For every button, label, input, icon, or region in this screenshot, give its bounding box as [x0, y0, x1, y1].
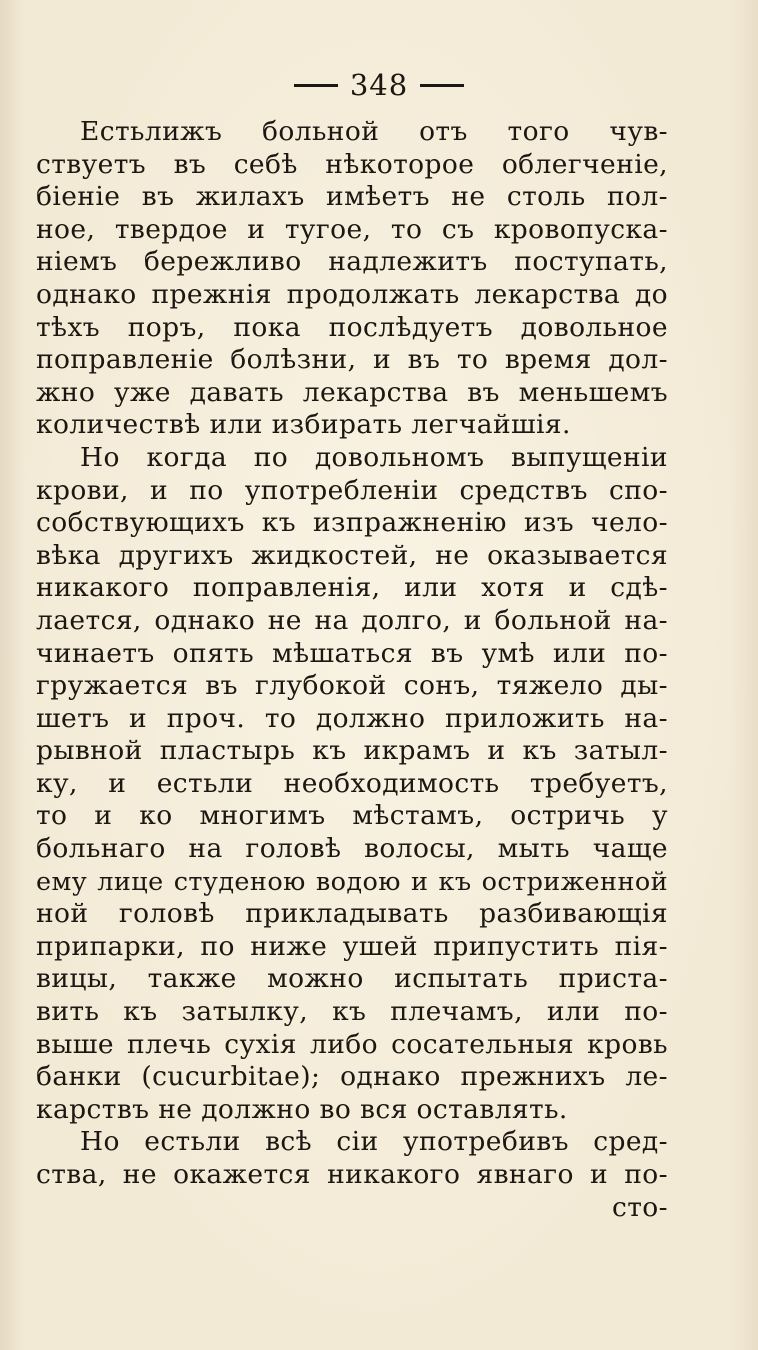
text-line: лается, однако не на долго, и больной на- [36, 604, 668, 636]
header-dash-right [420, 84, 464, 87]
catchword: сто- [611, 1191, 668, 1223]
text-line: ства, не окажется никакого явнаго и по- [36, 1159, 668, 1190]
page-number: 348 [349, 68, 409, 102]
text-line: выше плечь сухія либо сосательныя кровь [36, 1028, 668, 1060]
text-line: никакого поправленія, или хотя и сдѣ- [36, 572, 668, 604]
text-line: чинаетъ опять мѣшаться въ умѣ или по- [36, 637, 668, 669]
text-line: рывной пластырь къ икрамъ и къ затыл- [36, 735, 668, 767]
text-line: тѣхъ поръ, пока послѣдуетъ довольное [36, 311, 668, 343]
text-line: припарки, по ниже ушей припустить пія- [36, 930, 668, 962]
text-line: ему лице студеною водою и къ остриженной [36, 866, 668, 897]
text-line: ствуетъ въ себѣ нѣкоторое облегченіе, [36, 148, 668, 180]
text-line: крови, и по употребленіи средствъ спо- [36, 474, 668, 506]
text-line: поправленіе болѣзни, и въ то время дол- [36, 344, 668, 376]
text-line: біеніе въ жилахъ имѣетъ не столь пол- [36, 181, 668, 213]
text-line: шетъ и проч. то должно приложить на- [36, 702, 668, 734]
text-line: Но когда по довольномъ выпущеніи [80, 441, 668, 473]
text-line: жно уже давать лекарства въ меньшемъ [36, 376, 668, 408]
text-line: вить къ затылку, къ плечамъ, или по- [36, 996, 668, 1028]
text-line: Но естьли всѣ сіи употребивъ сред- [80, 1126, 668, 1158]
text-line: ку, и естьли необходимость требуетъ, [36, 767, 668, 799]
text-line: собствующихъ къ изпражненію изъ чело- [36, 507, 668, 539]
text-line: Естьлижъ больной отъ того чув- [80, 116, 668, 147]
text-line: то и ко многимъ мѣстамъ, остричь у [36, 800, 668, 832]
text-line: больнаго на головѣ волосы, мыть чаще [36, 833, 668, 865]
text-line: банки (cucurbitae); однако прежнихъ ле- [36, 1061, 668, 1093]
text-line: однако прежнія продолжать лекарства до [36, 278, 668, 310]
header-dash-left [294, 84, 338, 87]
text-line: гружается въ глубокой сонъ, тяжело ды- [36, 670, 668, 702]
page-body-text [36, 116, 668, 1224]
text-line: ное, твердое и тугое, то съ кровопуска- [36, 213, 668, 245]
text-line: количествѣ или избирать легчайшія. [36, 409, 571, 441]
text-line: вѣка другихъ жидкостей, не оказывается [36, 539, 668, 571]
text-line: карствъ не должно во вся оставлять. [36, 1093, 568, 1125]
page-header [0, 68, 758, 102]
text-line: ной головѣ прикладывать разбивающія [36, 898, 668, 930]
text-line: вицы, также можно испытать приста- [36, 963, 668, 995]
text-line: ніемъ бережливо надлежитъ поступать, [36, 246, 668, 278]
